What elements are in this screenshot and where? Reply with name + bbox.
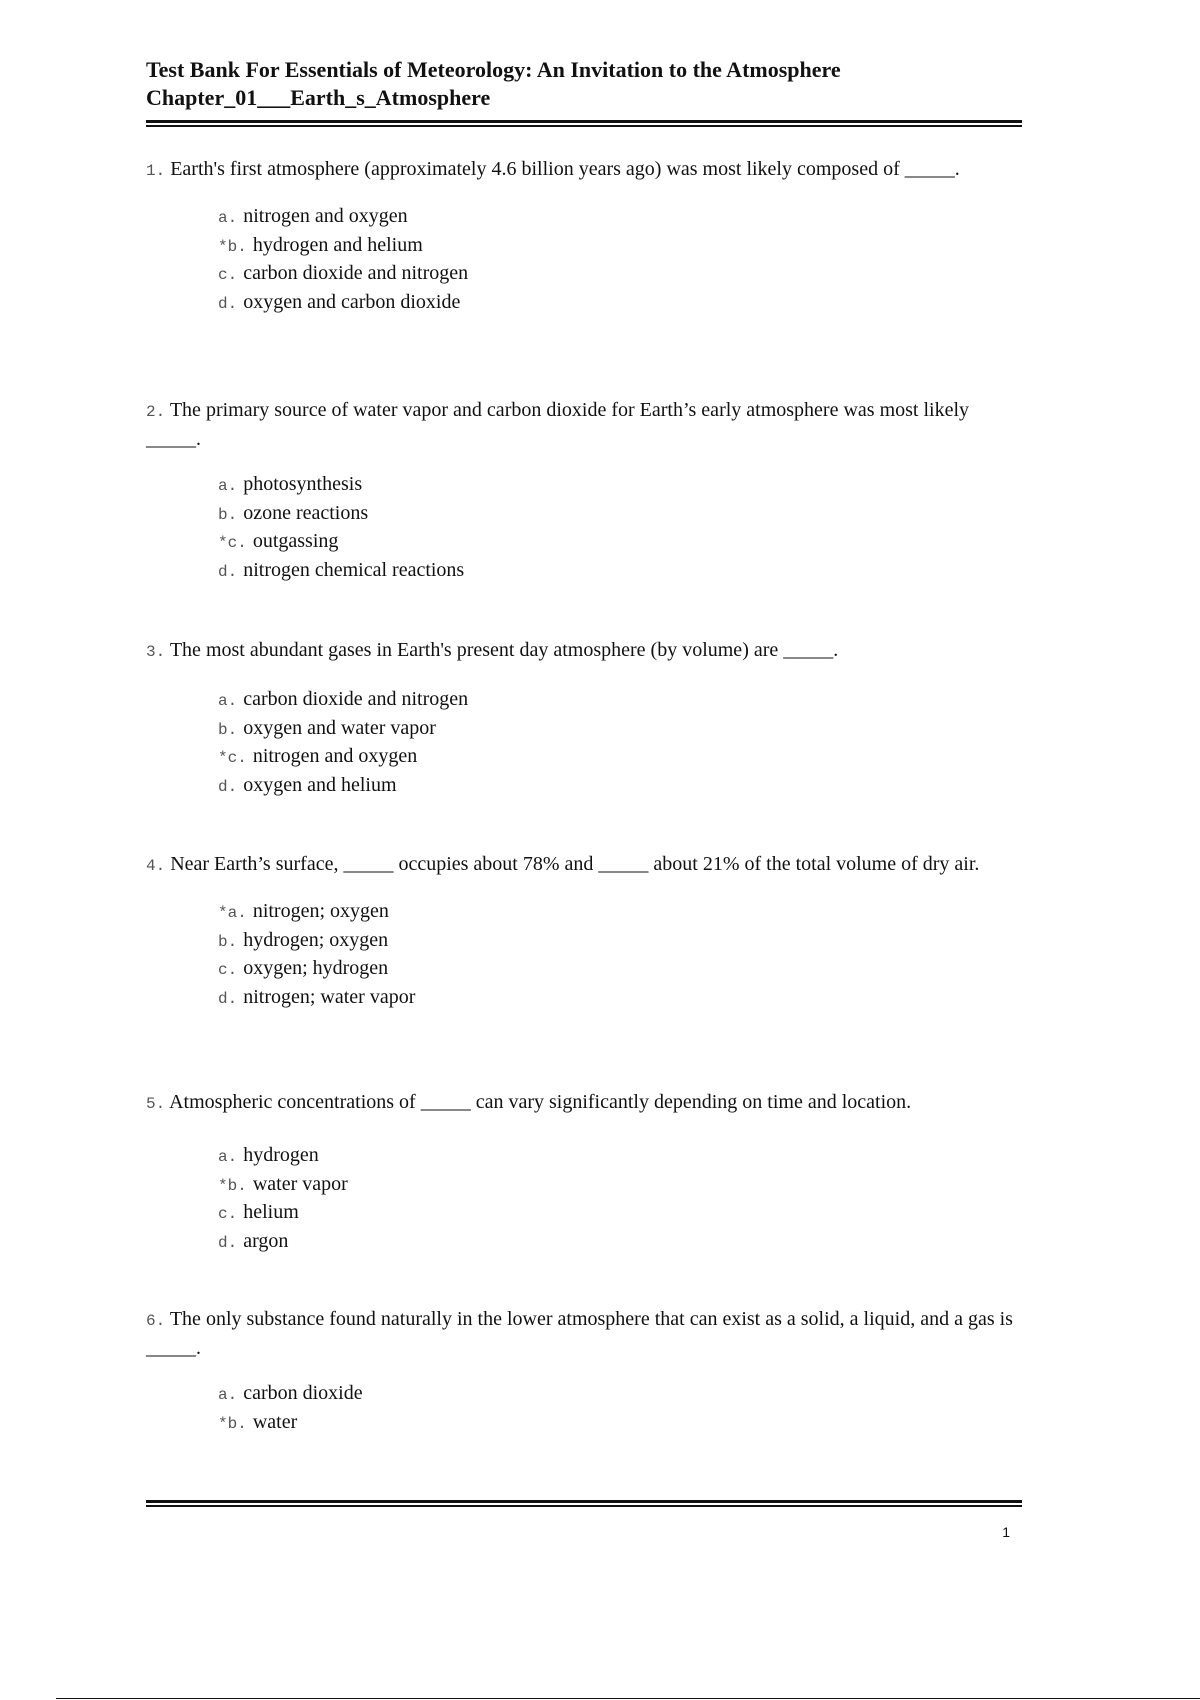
option-text: helium bbox=[243, 1201, 299, 1223]
question-number: 4. bbox=[146, 857, 166, 875]
question-text: The primary source of water vapor and carbon dioxide for Earth’s early atmosphere was most likely _____. bbox=[146, 399, 970, 450]
option-letter: *b. bbox=[218, 237, 247, 256]
answer-options bbox=[146, 1142, 1022, 1256]
question-number: 3. bbox=[146, 643, 166, 661]
option-text: water bbox=[252, 1410, 298, 1433]
answer-option bbox=[218, 715, 1022, 744]
answer-option bbox=[218, 1142, 1022, 1171]
option-text: oxygen and carbon dioxide bbox=[243, 290, 461, 313]
question-text: The only substance found naturally in the lower atmosphere that can exist as a solid, a liquid, and a gas is _____. bbox=[146, 1308, 1013, 1359]
option-text: carbon dioxide bbox=[243, 1382, 363, 1404]
question-number: 5. bbox=[146, 1095, 166, 1113]
footer-double-rule bbox=[146, 1500, 1022, 1507]
option-letter: b. bbox=[218, 505, 238, 524]
option-text: oxygen and helium bbox=[243, 773, 397, 796]
option-text: carbon dioxide and nitrogen bbox=[243, 262, 469, 284]
answer-option bbox=[218, 203, 1022, 232]
option-letter: d. bbox=[218, 1233, 238, 1252]
option-text: nitrogen; oxygen bbox=[252, 900, 389, 922]
question-stem bbox=[146, 1089, 1022, 1118]
question-text: The most abundant gases in Earth's present day atmosphere (by volume) are _____. bbox=[169, 639, 839, 661]
answer-option bbox=[218, 289, 1022, 318]
header-double-rule bbox=[146, 120, 1022, 127]
answer-options bbox=[146, 1380, 1022, 1437]
question-3 bbox=[146, 637, 1022, 800]
answer-options bbox=[146, 471, 1022, 585]
answer-option bbox=[218, 1409, 1022, 1438]
answer-option bbox=[218, 260, 1022, 289]
answer-option bbox=[218, 471, 1022, 500]
option-text: nitrogen chemical reactions bbox=[243, 558, 465, 581]
option-letter: d. bbox=[218, 989, 238, 1008]
page-bottom-edge bbox=[56, 1698, 1200, 1699]
question-number: 2. bbox=[146, 403, 166, 421]
option-letter: d. bbox=[218, 562, 238, 581]
answer-option bbox=[218, 984, 1022, 1013]
option-letter: a. bbox=[218, 477, 238, 495]
question-text: Near Earth’s surface, _____ occupies about 78% and _____ about 21% of the total volume of dry air. bbox=[170, 853, 980, 875]
question-5 bbox=[146, 1089, 1022, 1256]
answer-option bbox=[218, 686, 1022, 715]
answer-option bbox=[218, 772, 1022, 801]
option-text: carbon dioxide and nitrogen bbox=[243, 688, 469, 710]
option-text: hydrogen bbox=[243, 1144, 319, 1166]
option-letter: a. bbox=[218, 209, 238, 227]
document-header bbox=[146, 56, 1022, 112]
answer-option bbox=[218, 1228, 1022, 1257]
option-text: water vapor bbox=[252, 1172, 348, 1195]
option-text: argon bbox=[243, 1229, 289, 1252]
option-letter: *c. bbox=[218, 749, 247, 767]
question-stem bbox=[146, 851, 1022, 880]
option-text: hydrogen and helium bbox=[252, 233, 423, 256]
option-text: oxygen; hydrogen bbox=[243, 957, 389, 979]
answer-option bbox=[218, 955, 1022, 984]
option-letter: a. bbox=[218, 1386, 238, 1404]
page-number: 1 bbox=[1002, 1524, 1010, 1540]
option-text: ozone reactions bbox=[243, 501, 369, 524]
option-letter: a. bbox=[218, 1148, 238, 1166]
option-letter: d. bbox=[218, 777, 238, 796]
answer-option bbox=[218, 1199, 1022, 1228]
answer-option bbox=[218, 927, 1022, 956]
option-letter: d. bbox=[218, 294, 238, 313]
option-letter: c. bbox=[218, 266, 238, 284]
header-title-line1: Test Bank For Essentials of Meteorology: An Invitation to the Atmosphere bbox=[146, 57, 841, 82]
option-letter: *c. bbox=[218, 534, 247, 552]
question-number: 1. bbox=[146, 162, 166, 180]
answer-option bbox=[218, 557, 1022, 586]
answer-options bbox=[146, 898, 1022, 1012]
question-text: Atmospheric concentrations of _____ can vary significantly depending on time and location. bbox=[169, 1091, 912, 1113]
answer-option bbox=[218, 500, 1022, 529]
option-letter: a. bbox=[218, 692, 238, 710]
question-text: Earth's first atmosphere (approximately 4.6 billion years ago) was most likely composed of _____. bbox=[170, 158, 960, 180]
question-number: 6. bbox=[146, 1312, 166, 1330]
question-stem bbox=[146, 156, 1022, 185]
option-letter: c. bbox=[218, 961, 238, 979]
document-page bbox=[146, 56, 1022, 1433]
option-letter: b. bbox=[218, 932, 238, 951]
option-text: hydrogen; oxygen bbox=[243, 928, 389, 951]
answer-option bbox=[218, 898, 1022, 927]
question-4 bbox=[146, 851, 1022, 1012]
option-text: nitrogen and oxygen bbox=[252, 745, 418, 767]
answer-option bbox=[218, 232, 1022, 261]
answer-options bbox=[146, 203, 1022, 317]
answer-option bbox=[218, 1380, 1022, 1409]
answer-option bbox=[218, 1171, 1022, 1200]
question-1 bbox=[146, 156, 1022, 317]
option-letter: b. bbox=[218, 720, 238, 739]
option-letter: *a. bbox=[218, 904, 247, 922]
option-letter: *b. bbox=[218, 1414, 247, 1433]
option-text: outgassing bbox=[252, 530, 339, 552]
answer-options bbox=[146, 686, 1022, 800]
option-letter: c. bbox=[218, 1205, 238, 1223]
option-text: oxygen and water vapor bbox=[243, 716, 436, 739]
question-6 bbox=[146, 1306, 1022, 1437]
answer-option bbox=[218, 528, 1022, 557]
option-letter: *b. bbox=[218, 1176, 247, 1195]
option-text: nitrogen; water vapor bbox=[243, 985, 416, 1008]
question-stem bbox=[146, 637, 1022, 666]
question-2 bbox=[146, 397, 1022, 585]
answer-option bbox=[218, 743, 1022, 772]
question-stem bbox=[146, 397, 1022, 453]
option-text: photosynthesis bbox=[243, 473, 363, 495]
option-text: nitrogen and oxygen bbox=[243, 205, 408, 227]
question-stem bbox=[146, 1306, 1022, 1362]
header-title-line2: Chapter_01___Earth_s_Atmosphere bbox=[146, 85, 491, 110]
